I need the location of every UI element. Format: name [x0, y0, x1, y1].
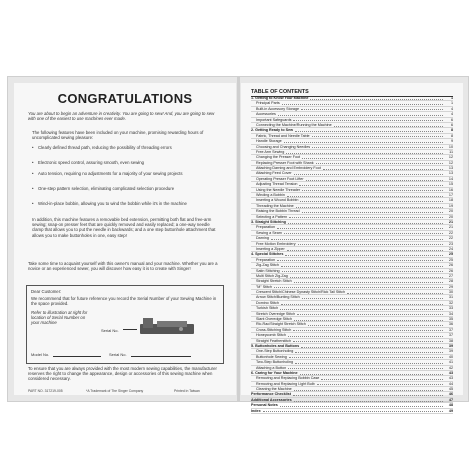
toc-page-number: 9	[450, 139, 453, 144]
toc-entry-label: Inserting a Zipper	[256, 246, 285, 251]
toc-entry-label: Fabric, Thread and Needle Table	[256, 133, 310, 138]
toc-entry-label: "M" Stitch	[256, 284, 272, 289]
toc-page-number: 1	[450, 101, 453, 106]
toc-leader-dots	[294, 280, 443, 283]
toc-entry-label: Multi Stitch Zig-Zag	[256, 273, 288, 278]
toc-page-number: 43	[448, 370, 453, 375]
toc-page-number: 37	[448, 327, 453, 332]
serial-callout-line	[123, 329, 137, 330]
model-number-label: Model No.	[31, 352, 50, 357]
toc-leader-dots	[295, 129, 443, 132]
toc-entry-label: Important Safeguards	[256, 117, 292, 122]
toc-page-number: 42	[448, 365, 453, 370]
toc-page-number: 49	[448, 408, 453, 413]
toc-entry-label: Free Motion Embroidery	[256, 241, 296, 246]
toc-leader-dots	[302, 156, 443, 159]
toc-page-number: 6	[450, 117, 453, 122]
toc-page-number: 41	[448, 360, 453, 365]
toc-entry-label: Two-Step Buttonholing	[256, 360, 294, 365]
toc-page-number: 22	[448, 230, 453, 235]
toc-entry-label: 5. Buttonholes and Buttons	[251, 343, 300, 348]
toc-leader-dots	[296, 205, 443, 208]
features-intro: The following features have been included on your machine, promising rewarding hours of uncomplicated sewing pleasure:	[32, 130, 204, 141]
toc-leader-dots	[310, 97, 443, 100]
customer-notice-box	[26, 285, 224, 364]
toc-page-number: 31	[448, 295, 453, 300]
toc-entry-label: Replacing Presser Foot with Shank	[256, 160, 314, 165]
customer-notice-text: We recommend that for future reference you record the Serial Number of your Sewing Machine in the space provided.	[31, 296, 217, 307]
toc-page-number: 28	[448, 279, 453, 284]
toc-entry-label: 4. Special Stitches	[251, 252, 284, 257]
toc-leader-dots	[312, 145, 443, 148]
toc-page-number: 33	[448, 306, 453, 311]
toc-page-number: 38	[448, 338, 453, 343]
toc-entry-label: Selecting a Pattern	[256, 214, 288, 219]
customer-greeting: Dear Customer:	[31, 289, 62, 294]
toc-leader-dots	[316, 161, 443, 164]
toc-leader-dots	[302, 296, 443, 299]
toc-entry-label: Index	[251, 408, 261, 413]
toc-entry-label: Accessories	[256, 112, 276, 117]
toc-entry-label: Attaching Feed Cover	[256, 171, 292, 176]
toc-page-number: 12	[448, 155, 453, 160]
toc-leader-dots	[289, 215, 443, 218]
toc-page-number: 37	[448, 333, 453, 338]
toc-page-number: 11	[449, 149, 453, 154]
toc-leader-dots	[300, 199, 443, 202]
toc-entry-label: Inserting a Wound Bobbin	[256, 198, 299, 203]
toc-list	[251, 96, 453, 414]
toc-page-number: 21	[448, 225, 453, 230]
toc-entry-label: Turkish Stitch	[256, 306, 279, 311]
toc-leader-dots	[306, 178, 443, 181]
toc-leader-dots	[317, 382, 443, 385]
toc-leader-dots	[288, 221, 443, 224]
toc-page-number: 26	[448, 263, 453, 268]
toc-title: TABLE OF CONTENTS	[251, 89, 453, 97]
toc-page-number: 30	[448, 290, 453, 295]
toc-page-number: 48	[448, 403, 453, 408]
toc-leader-dots	[281, 264, 443, 267]
feature-item: • Clearly defined thread path, reducing the possibility of threading errors	[32, 145, 222, 150]
toc-page-number: 12	[448, 160, 453, 165]
toc-page-number: 25	[448, 252, 453, 257]
toc-entry-label: Threading the Machine	[256, 203, 294, 208]
toc-entry-label: Cleaning the Machine	[256, 387, 292, 392]
toc-leader-dots	[334, 124, 443, 127]
toc-page-number: 46	[448, 392, 453, 397]
toc-page-number: 17	[448, 193, 453, 198]
toc-leader-dots	[294, 388, 443, 391]
toc-leader-dots	[321, 377, 443, 380]
model-number-field[interactable]	[53, 356, 101, 357]
toc-chapter-row	[251, 409, 453, 414]
toc-page-number: 47	[448, 397, 453, 402]
toc-page-number: 13	[448, 171, 453, 176]
toc-page-number: 34	[448, 311, 453, 316]
toc-page-number: 27	[448, 273, 453, 278]
toc-entry-label: Domino Stitch	[256, 300, 279, 305]
toc-page-number: 29	[448, 284, 453, 289]
toc-entry-label: Choosing and Changing Needles	[256, 144, 311, 149]
toc-entry-label: Principal Parts	[256, 101, 280, 106]
serial-location-note: Refer to illustration at right for location of Serial Number on your machine	[31, 310, 88, 326]
feature-item: • One-step pattern selection, eliminating complicated selection procedure	[32, 186, 222, 191]
toc-leader-dots	[277, 258, 443, 261]
toc-entry-label: Sewing a Seam	[256, 230, 282, 235]
toc-leader-dots	[302, 188, 443, 191]
toc-page-number: 4	[450, 112, 453, 117]
toc-entry-label: Raising the Bobbin Thread	[256, 209, 300, 214]
toc-page-number: 23	[448, 241, 453, 246]
toc-leader-dots	[286, 151, 443, 154]
toc-entry-label: Preparation	[256, 257, 276, 262]
table-of-contents-page	[241, 83, 463, 413]
toc-leader-dots	[294, 399, 443, 402]
toc-leader-dots	[274, 285, 443, 288]
toc-leader-dots	[297, 312, 443, 315]
toc-page-number: 40	[448, 354, 453, 359]
toc-leader-dots	[293, 328, 443, 331]
toc-page-number: 44	[448, 381, 453, 386]
toc-page-number: 36	[448, 322, 453, 327]
toc-entry-label: Removing and Replacing Bobbin Case	[256, 376, 320, 381]
toc-page-number: 21	[448, 219, 453, 224]
toc-leader-dots	[282, 269, 443, 272]
toc-page-number: 35	[448, 317, 453, 322]
toc-page-number: 43	[448, 376, 453, 381]
toc-entry-label: Ric-Rac/Straight Stretch Stitch	[256, 322, 306, 327]
toc-page-number: 22	[448, 236, 453, 241]
toc-leader-dots	[300, 372, 443, 375]
toc-leader-dots	[284, 140, 443, 143]
feature-item: • Auto tension, requiring no adjustments for a majority of your sewing projects	[32, 171, 222, 176]
toc-entry-label: Cross-Stitching Stitch	[256, 327, 292, 332]
toc-page-number: 20	[448, 214, 453, 219]
toc-entry-label: Winding a Bobbin	[256, 193, 285, 198]
toc-page-number: 8	[450, 133, 453, 138]
toc-entry-label: Connecting the Machine/Running the Machine	[256, 122, 332, 127]
manual-booklet	[7, 76, 469, 413]
toc-page-number: 15	[448, 182, 453, 187]
toc-leader-dots	[281, 302, 443, 305]
toc-entry-label: 2. Getting Ready to Sew	[251, 128, 294, 133]
toc-page-number: 39	[448, 349, 453, 354]
sewing-machine-illustration	[139, 316, 195, 336]
serial-number-label: Serial No.	[109, 352, 127, 357]
toc-leader-dots	[294, 318, 443, 321]
toc-entry-label: Stretch Overedge Stitch	[256, 311, 296, 316]
toc-entry-label: Additional Accessories	[251, 397, 292, 402]
serial-number-field[interactable]	[131, 356, 191, 357]
toc-entry-label: Zig-Zag Stitch	[256, 263, 279, 268]
toc-leader-dots	[263, 409, 443, 412]
toc-entry-label: One-Step Buttonholing	[256, 349, 294, 354]
toc-leader-dots	[271, 237, 443, 240]
toc-leader-dots	[288, 366, 443, 369]
toc-entry-label: Arrow Stitch/Bunting Stitch	[256, 295, 300, 300]
toc-page-number: 39	[448, 343, 453, 348]
feature-item: • Electronic speed control, assuring smooth, even sewing	[32, 160, 222, 165]
toc-entry-label: 6. Caring for Your Machine	[251, 370, 298, 375]
addition-paragraph: In addition, this machine features a removable bed extension, permitting both flat and free-arm sewing; snap-on presser feet that are quickly removed and easily replaced; a one-way needle clamp that allows you to put the needle in backwards; and a one step buttonhole attachment that allows you to make buttonholes in one, easy step!	[32, 217, 216, 238]
trademark-note: *A Trademark of The Singer Company	[86, 389, 144, 393]
toc-entry-label: Changing the Presser Foot	[256, 155, 301, 160]
toc-page-number: 1	[450, 96, 453, 100]
toc-page-number: 4	[450, 106, 453, 111]
toc-entry-label: Satin Stitching	[256, 268, 280, 273]
toc-page-number: 19	[448, 203, 453, 208]
toc-leader-dots	[299, 183, 443, 186]
toc-leader-dots	[293, 118, 443, 121]
toc-page-number: 8	[450, 128, 453, 133]
toc-page-number: 45	[448, 387, 453, 392]
toc-leader-dots	[295, 361, 443, 364]
toc-entry-label: Preparation	[256, 225, 276, 230]
toc-entry-label: Attaching a Button	[256, 365, 287, 370]
printed-note: Printed in Taiwan	[174, 389, 200, 393]
toc-leader-dots	[302, 210, 443, 213]
serial-callout-label: Serial No.	[101, 328, 119, 333]
toc-leader-dots	[278, 113, 443, 116]
toc-entry-label: Free Arm Sewing	[256, 149, 285, 154]
congratulations-page	[14, 83, 236, 395]
toc-entry-label: Straight Featherstitch	[256, 338, 292, 343]
ensure-paragraph: To ensure that you are always provided with the most modern sewing capabilities, the manufacturer reserves the right to change the appearance, design or accessories of this sewing machine when considered necessary.	[28, 366, 217, 382]
toc-leader-dots	[289, 355, 443, 358]
toc-page-number: 24	[448, 246, 453, 251]
toc-leader-dots	[285, 253, 443, 256]
toc-page-number: 6	[450, 122, 453, 127]
booklet-spine	[237, 77, 240, 401]
toc-entry-label: Personal Notes	[251, 403, 278, 408]
toc-leader-dots	[298, 242, 443, 245]
feature-item: • Wind-in-place bobbin, allowing you to wind the bobbin while it's in the machine	[32, 201, 222, 206]
toc-entry-label: Using the Needle Threader	[256, 187, 301, 192]
toc-entry-label: Built-in Accessory Storage	[256, 106, 300, 111]
toc-page-number: 13	[448, 166, 453, 171]
toc-leader-dots	[287, 194, 443, 197]
toc-entry-label: Slant Overedge Stitch	[256, 317, 292, 322]
toc-leader-dots	[284, 231, 443, 234]
part-number: PART NO. 317219-005	[28, 389, 63, 393]
toc-page-number: 10	[448, 144, 453, 149]
toc-leader-dots	[293, 393, 443, 396]
toc-entry-label: Performance Checklist	[251, 392, 291, 397]
toc-leader-dots	[277, 226, 443, 229]
toc-entry-label: Darning	[256, 236, 269, 241]
toc-leader-dots	[282, 102, 443, 105]
toc-leader-dots	[280, 404, 443, 407]
intro-paragraph: You are about to begin an adventure in creativity. You are going to sew! And, you are going to sew with one of the easiest to use machines ever made.	[28, 111, 215, 122]
toc-leader-dots	[308, 323, 443, 326]
toc-entry-label: Operating Presser Foot Lifter	[256, 176, 304, 181]
toc-leader-dots	[293, 339, 443, 342]
toc-leader-dots	[290, 275, 443, 278]
toc-entry-label: Handle Storage	[256, 139, 282, 144]
toc-page-number: 26	[448, 268, 453, 273]
toc-entry-label: Crescent Stitch/Chinese Dynasty Stitch/Rick Tail Stitch	[256, 290, 346, 295]
toc-leader-dots	[323, 167, 443, 170]
toc-leader-dots	[294, 172, 443, 175]
toc-leader-dots	[312, 134, 443, 137]
toc-leader-dots	[280, 307, 443, 310]
toc-entry-label: 1. Getting to Know Your Machine	[251, 96, 309, 100]
toc-leader-dots	[287, 248, 443, 251]
toc-entry-label: Honeycomb Stitch	[256, 333, 286, 338]
toc-page-number: 14	[448, 176, 453, 181]
toc-page-number: 25	[448, 257, 453, 262]
toc-entry-label: Attaching Darning and Embroidery Foot	[256, 166, 321, 171]
toc-page-number: 16	[448, 187, 453, 192]
toc-entry-label: Straight Stretch Stitch	[256, 279, 292, 284]
toc-entry-label: Removing and Replacing Light Bulb	[256, 381, 315, 386]
congratulations-title: CONGRATULATIONS	[57, 91, 193, 106]
toc-page-number: 20	[448, 209, 453, 214]
toc-leader-dots	[288, 334, 443, 337]
toc-page-number: 32	[448, 300, 453, 305]
toc-entry-label: 3. Straight Stitching	[251, 219, 286, 224]
toc-leader-dots	[301, 107, 443, 110]
toc-leader-dots	[295, 350, 443, 353]
closing-paragraph: Take some time to acquaint yourself with this owner's manual and your machine. Whether you are a novice or an experienced sewer, you will discover how easy it is to create with Singer!	[28, 261, 218, 272]
toc-leader-dots	[347, 291, 443, 294]
toc-entry-label: Adjusting Thread Tension	[256, 182, 298, 187]
toc-entry-label: Buttonhole Sewing	[256, 354, 287, 359]
toc-leader-dots	[301, 345, 443, 348]
toc-page-number: 18	[448, 198, 453, 203]
